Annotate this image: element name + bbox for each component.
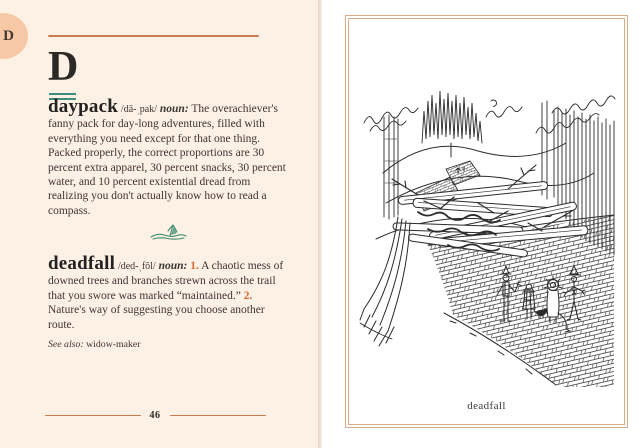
letter-tab bbox=[0, 13, 28, 59]
entry-daypack bbox=[48, 97, 288, 218]
deadfall-definition-paragraph bbox=[48, 254, 288, 332]
daypack-headword: daypack bbox=[48, 96, 119, 117]
deadfall-sense2-number: 2. bbox=[243, 289, 253, 302]
deadfall-pronunciation: /ded-ˌfôl/ bbox=[117, 261, 156, 272]
fallen-branch-icon bbox=[147, 219, 189, 243]
entry-divider bbox=[48, 219, 288, 243]
letter-tab-label: D bbox=[3, 27, 14, 44]
deadfall-sense1-text: A chaotic mess of downed trees and branches strewn across the trail that you swore was marked “maintained.” bbox=[48, 260, 284, 302]
daypack-definition-paragraph bbox=[48, 97, 288, 218]
section-letter: D bbox=[48, 44, 79, 90]
see-also-term: widow-maker bbox=[86, 339, 141, 351]
footer-rule-left bbox=[45, 415, 141, 417]
top-rule bbox=[48, 35, 259, 37]
daypack-part-of-speech: noun: bbox=[159, 103, 189, 115]
illustration-frame-inner bbox=[348, 18, 625, 425]
deadfall-part-of-speech: noun: bbox=[158, 260, 188, 272]
deadfall-sense1-number: 1. bbox=[190, 260, 199, 272]
see-also-label: See also: bbox=[48, 339, 84, 351]
deadfall-illustration bbox=[358, 77, 616, 387]
right-page bbox=[322, 0, 640, 448]
daypack-pronunciation: /dā-ˌpak/ bbox=[120, 104, 158, 115]
illustration-caption: deadfall bbox=[467, 400, 506, 412]
deadfall-headword: deadfall bbox=[48, 253, 116, 274]
deadfall-sense2-text: Nature's way of suggesting you choose another route. bbox=[48, 304, 265, 331]
page-footer bbox=[0, 410, 315, 421]
footer-rule-right bbox=[170, 415, 266, 417]
illustration-frame bbox=[345, 15, 628, 428]
see-also-line bbox=[48, 339, 288, 350]
daypack-definition-text: The overachiever's fanny pack for day-long adventures, filled with everything you need except for that one thing. Packed properly, the correct proportions are 30 percent extra apparel, 30 percent snacks, 30 percent water, and 10 percent existential dread from realizing you don't actually know how to read a compass. bbox=[48, 103, 286, 217]
page-number: 46 bbox=[149, 410, 161, 421]
entry-deadfall bbox=[48, 254, 288, 350]
